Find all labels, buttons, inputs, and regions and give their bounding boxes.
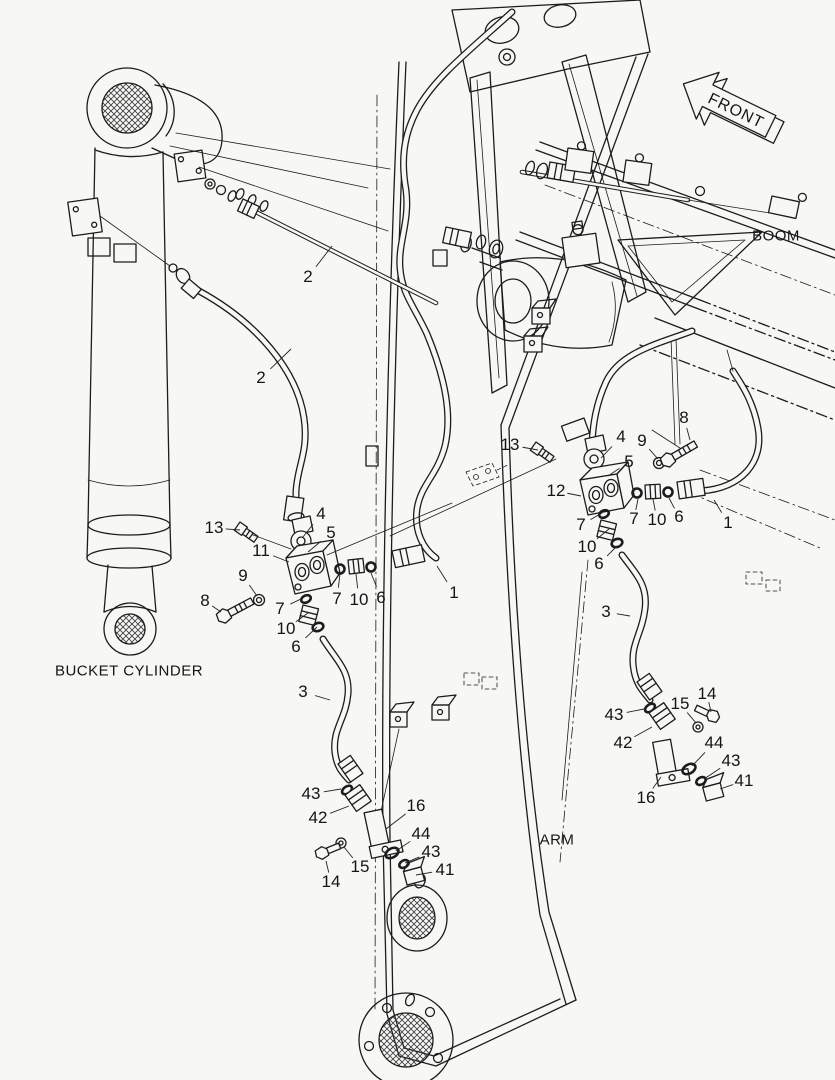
callout-6: 6 bbox=[674, 507, 684, 526]
callout-2: 2 bbox=[256, 368, 266, 387]
boom-label: BOOM bbox=[752, 227, 800, 245]
callout-3: 3 bbox=[298, 682, 308, 701]
callout-10: 10 bbox=[577, 537, 597, 556]
callout-7: 7 bbox=[629, 509, 639, 528]
callout-5: 5 bbox=[624, 452, 634, 471]
callout-41: 41 bbox=[734, 771, 754, 790]
left-clamp-cluster bbox=[314, 755, 431, 885]
front-arrow bbox=[671, 60, 791, 155]
callout-6: 6 bbox=[291, 637, 301, 656]
callout-4: 4 bbox=[316, 504, 326, 523]
callout-6: 6 bbox=[376, 588, 386, 607]
callout-44: 44 bbox=[411, 824, 431, 843]
callout-9: 9 bbox=[238, 566, 248, 585]
arm-label: ARM bbox=[539, 831, 575, 849]
callout-13: 13 bbox=[500, 435, 520, 454]
callout-9: 9 bbox=[637, 431, 647, 450]
callout-43: 43 bbox=[421, 842, 441, 861]
callout-7: 7 bbox=[275, 599, 285, 618]
hoses bbox=[199, 12, 759, 780]
callout-42: 42 bbox=[308, 808, 328, 827]
bucket-cylinder-drawing bbox=[68, 68, 390, 655]
callout-41: 41 bbox=[435, 860, 455, 879]
left-fitting-cluster bbox=[169, 179, 505, 633]
callout-14: 14 bbox=[697, 684, 717, 703]
callout-3: 3 bbox=[601, 602, 611, 621]
callout-10: 10 bbox=[349, 590, 369, 609]
callout-1: 1 bbox=[449, 583, 459, 602]
callout-43: 43 bbox=[721, 751, 741, 770]
callout-7: 7 bbox=[332, 589, 342, 608]
callout-43: 43 bbox=[301, 784, 321, 803]
callout-5: 5 bbox=[326, 523, 336, 542]
callout-43: 43 bbox=[604, 705, 624, 724]
callout-16: 16 bbox=[406, 796, 426, 815]
callout-11: 11 bbox=[252, 541, 270, 560]
callout-44: 44 bbox=[704, 733, 724, 752]
callout-1: 1 bbox=[723, 513, 733, 532]
callout-10: 10 bbox=[276, 619, 296, 638]
front-label: FRONT bbox=[705, 90, 767, 132]
callout-12: 12 bbox=[546, 481, 566, 500]
callout-15: 15 bbox=[350, 857, 370, 876]
callout-15: 15 bbox=[670, 694, 690, 713]
callout-8: 8 bbox=[200, 591, 210, 610]
callout-2: 2 bbox=[303, 267, 313, 286]
callout-7: 7 bbox=[576, 515, 586, 534]
callout-8: 8 bbox=[679, 408, 689, 427]
callout-4: 4 bbox=[616, 427, 626, 446]
callout-10: 10 bbox=[647, 510, 667, 529]
callout-6: 6 bbox=[594, 554, 604, 573]
callout-14: 14 bbox=[321, 872, 341, 891]
callout-13: 13 bbox=[204, 518, 224, 537]
bucket-cylinder-label: BUCKET CYLINDER bbox=[54, 662, 204, 680]
callout-42: 42 bbox=[613, 733, 633, 752]
callout-16: 16 bbox=[636, 788, 656, 807]
